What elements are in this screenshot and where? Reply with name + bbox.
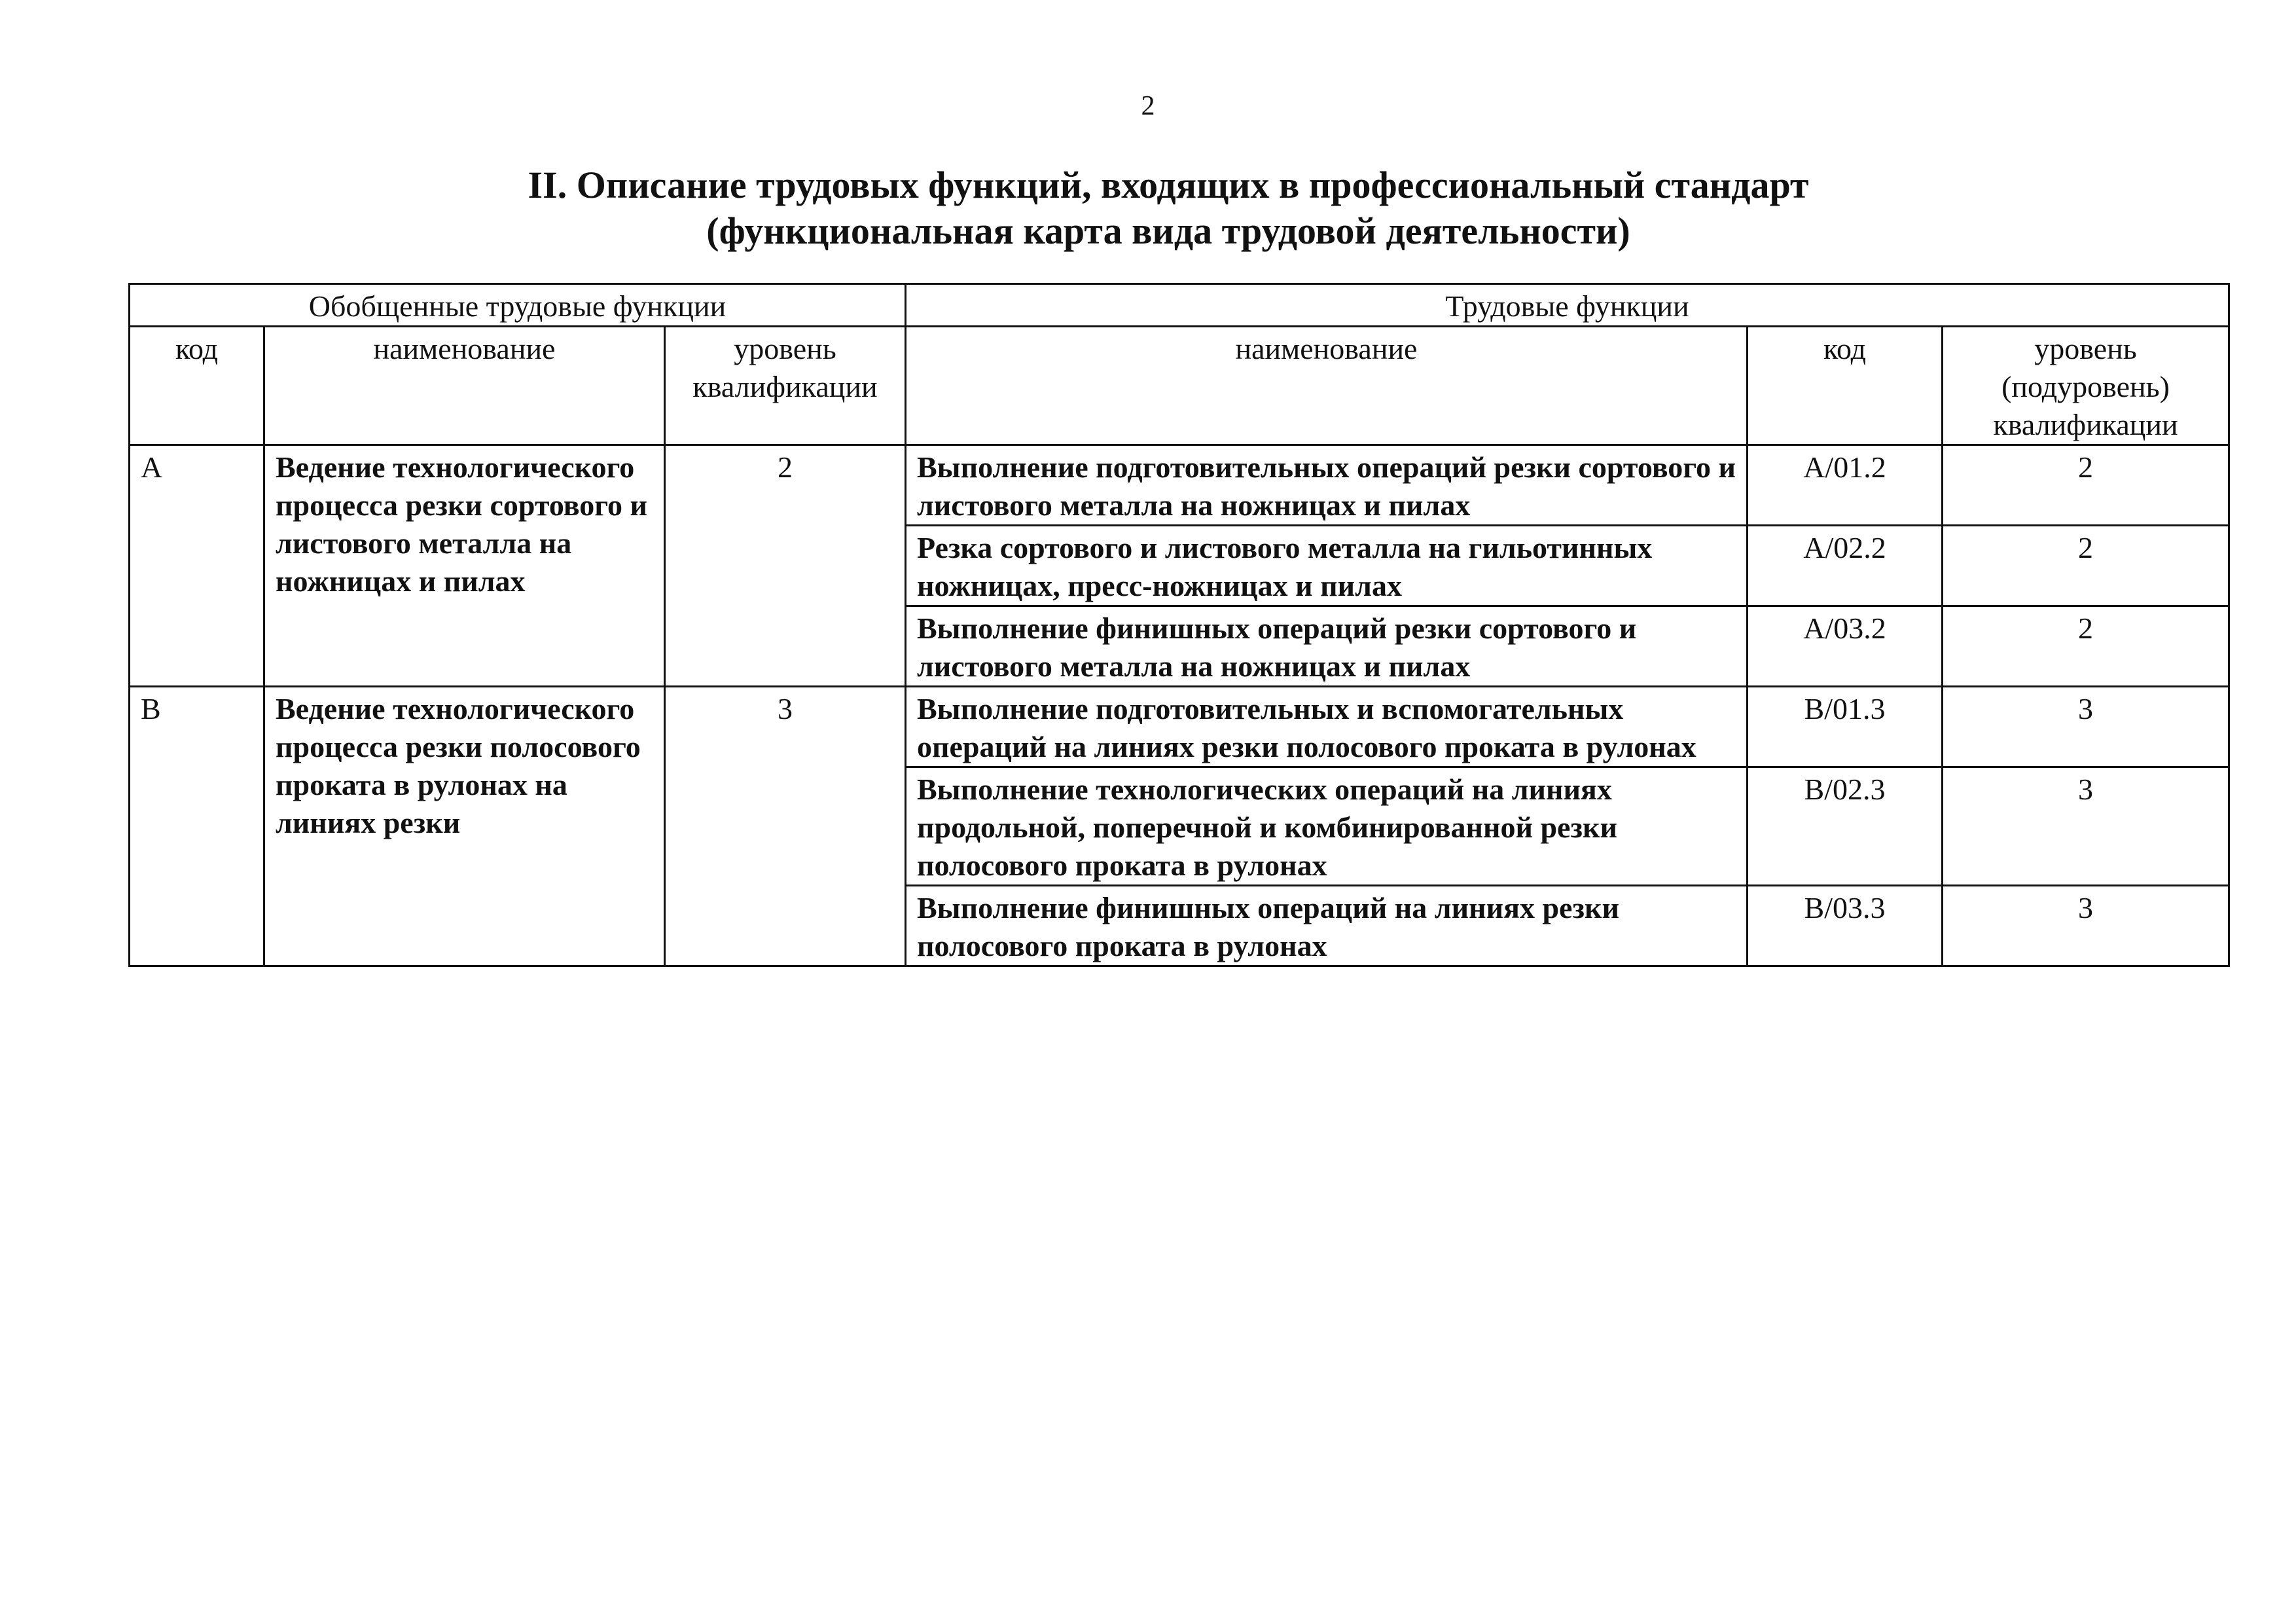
tf-level-cell: 2 [1943, 606, 2229, 687]
column-header-row [130, 327, 2229, 445]
tf-name-cell: Выполнение подготовительных и вспомогательных операций на линиях резки полосового проката в рулонах [906, 687, 1748, 767]
tf-level-cell: 2 [1943, 526, 2229, 606]
tf-code-cell: A/02.2 [1748, 526, 1943, 606]
tf-level-cell: 3 [1943, 886, 2229, 966]
otf-level-cell: 3 [665, 687, 906, 966]
otf-code-cell: B [130, 687, 264, 966]
otf-level-header: уровень квалификации [665, 327, 906, 445]
functional-map-table [128, 283, 2230, 967]
tf-code-cell: A/01.2 [1748, 445, 1943, 526]
otf-name-cell: Ведение технологического процесса резки сортового и листового металла на ножницах и пилах [264, 445, 665, 687]
tf-code-cell: B/01.3 [1748, 687, 1943, 767]
otf-name-header: наименование [264, 327, 665, 445]
tf-code-header: код [1748, 327, 1943, 445]
tf-code-cell: B/03.3 [1748, 886, 1943, 966]
tf-level-cell: 3 [1943, 767, 2229, 886]
otf-name-cell: Ведение технологического процесса резки полосового проката в рулонах на линиях резки [264, 687, 665, 966]
tf-level-header: уровень (подуровень) квалификации [1943, 327, 2229, 445]
page-title-line-1: II. Описание трудовых функций, входящих в профессиональный стандарт [528, 164, 1809, 206]
tf-level-cell: 3 [1943, 687, 2229, 767]
tf-name-header: наименование [906, 327, 1748, 445]
page-number: 2 [1141, 91, 1155, 121]
page-title [0, 162, 2296, 254]
tf-code-cell: B/02.3 [1748, 767, 1943, 886]
tf-code-cell: A/03.2 [1748, 606, 1943, 687]
tf-level-cell: 2 [1943, 445, 2229, 526]
labor-functions-header: Трудовые функции [906, 284, 2229, 327]
tf-name-cell: Выполнение технологических операций на линиях продольной, поперечной и комбинированной резки полосового проката в рулонах [906, 767, 1748, 886]
tf-name-cell: Резка сортового и листового металла на гильотинных ножницах, пресс-ножницах и пилах [906, 526, 1748, 606]
group-header-row [130, 284, 2229, 327]
tf-name-cell: Выполнение финишных операций на линиях резки полосового проката в рулонах [906, 886, 1748, 966]
tf-name-cell: Выполнение финишных операций резки сортового и листового металла на ножницах и пилах [906, 606, 1748, 687]
tf-name-cell: Выполнение подготовительных операций резки сортового и листового металла на ножницах и пилах [906, 445, 1748, 526]
generalized-functions-header: Обобщенные трудовые функции [130, 284, 906, 327]
table-row [130, 687, 2229, 767]
table-row [130, 445, 2229, 526]
otf-level-cell: 2 [665, 445, 906, 687]
page-title-line-2: (функциональная карта вида трудовой деятельности) [706, 210, 1630, 252]
otf-code-header: код [130, 327, 264, 445]
otf-code-cell: A [130, 445, 264, 687]
